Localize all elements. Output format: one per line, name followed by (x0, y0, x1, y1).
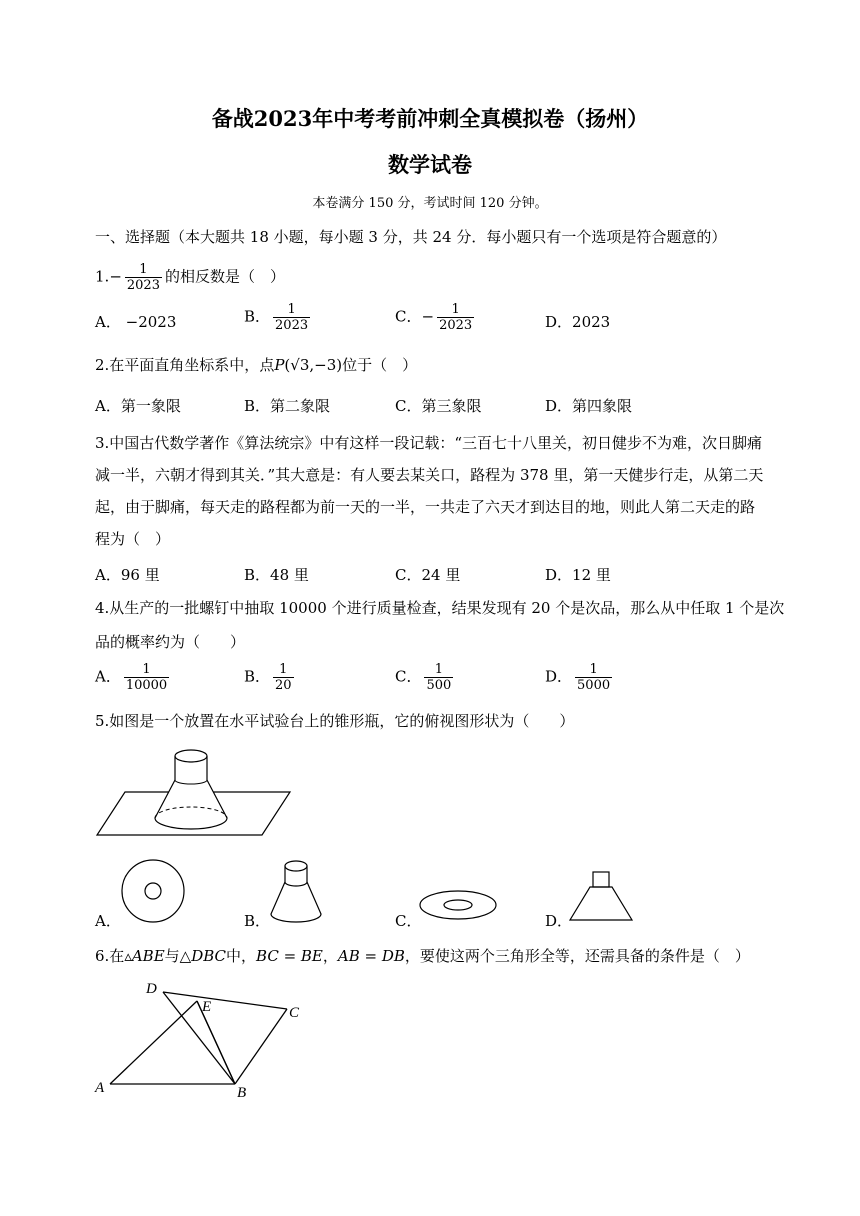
q4-option-a: A． $\frac{1}{10000}$ (95, 662, 168, 693)
q5-option-a: A． (95, 912, 121, 930)
label-b: B (237, 1085, 247, 1101)
q4-line-2: 品的概率约为（ ） (95, 633, 246, 651)
q2-option-d: D．第四象限 (545, 397, 633, 415)
q2-option-c: C．第三象限 (395, 397, 482, 415)
q4-option-d: D． $\frac{1}{5000}$ (545, 662, 611, 693)
q3-line-2: 减一半，六朝才得到其关．”其大意是：有人要去某关口，路程为 378 里，第一天健步行走，从第二天 (95, 466, 764, 484)
label-a: A (95, 1080, 105, 1096)
q1-number: 1. (95, 267, 110, 286)
q1-stem: 的相反数是（ ） (164, 267, 285, 286)
q3-option-d: D．12 里 (545, 566, 611, 584)
q5-line-1: 5.如图是一个放置在水平试验台上的锥形瓶，它的俯视图形状为（ ） (95, 712, 575, 730)
exam-title: 备战2023年中考考前冲刺全真模拟卷（扬州） (211, 106, 649, 131)
flask-front-view-figure (268, 858, 324, 924)
q6-triangle-abe: ▵ABE (124, 947, 165, 965)
flask-on-table-figure (95, 740, 295, 840)
triangles-figure (90, 975, 320, 1105)
q3-line-3: 起，由于脚痛，每天走的路程都为前一天的一半，一共走了六天才到达目的地，则此人第二天走的路 (95, 498, 756, 516)
q1-option-a: A． −2023 (95, 313, 177, 331)
q1-option-c: C．− $\frac{1}{2023}$ (395, 302, 473, 333)
q2-option-a: A．第一象限 (95, 397, 181, 415)
q3-option-c: C．24 里 (395, 566, 461, 584)
q4-option-c: C． $\frac{1}{500}$ (395, 662, 452, 693)
label-d: D (146, 981, 157, 997)
q1-fraction: $\frac{1}{2023}$ (126, 262, 160, 293)
q3-line-4: 程为（ ） (95, 530, 171, 548)
q6-triangle-dbc: △DBC (179, 947, 227, 965)
q1-sign: − (109, 267, 122, 286)
q6-condition-1: BC = BE (256, 947, 323, 965)
question-6: 6.在▵ABE与△DBC中，BC = BE，AB = DB，要使这两个三角形全等，还需具备的条件是（ ） (95, 947, 750, 965)
q2-option-b: B．第二象限 (244, 397, 331, 415)
square-on-trapezoid-figure (568, 870, 634, 924)
exam-subtitle: 数学试卷 (388, 152, 472, 177)
q1-option-b: B． $\frac{1}{2023}$ (244, 302, 309, 333)
label-e: E (202, 999, 212, 1015)
q3-option-b: B．48 里 (244, 566, 309, 584)
annulus-figure (120, 858, 186, 924)
section-heading: 一、选择题（本大题共 18 小题，每小题 3 分，共 24 分．每小题只有一个选项是符合题意的） (95, 228, 727, 246)
question-1 (95, 262, 285, 293)
exam-note: 本卷满分 150 分，考试时间 120 分钟。 (312, 196, 548, 211)
q1-option-d: D．2023 (545, 313, 611, 331)
flat-ring-figure (418, 888, 498, 922)
q5-option-b: B． (244, 912, 271, 930)
q6-condition-2: AB = DB (337, 947, 405, 965)
q3-line-1: 3.中国古代数学著作《算法统宗》中有这样一段记载：“三百七十八里关，初日健步不为难，次日脚痛 (95, 434, 762, 452)
question-2: 2.在平面直角坐标系中，点P(√3,−3)位于（ ） (95, 356, 418, 374)
label-c: C (289, 1005, 300, 1021)
q5-option-d: D． (545, 912, 573, 930)
q3-option-a: A．96 里 (95, 566, 160, 584)
q5-option-c: C． (395, 912, 422, 930)
q4-option-b: B． $\frac{1}{20}$ (244, 662, 292, 693)
q4-line-1: 4.从生产的一批螺钉中抽取 10000 个进行质量检查，结果发现有 20 个是次品，那么从中任取 1 个是次 (95, 599, 785, 617)
